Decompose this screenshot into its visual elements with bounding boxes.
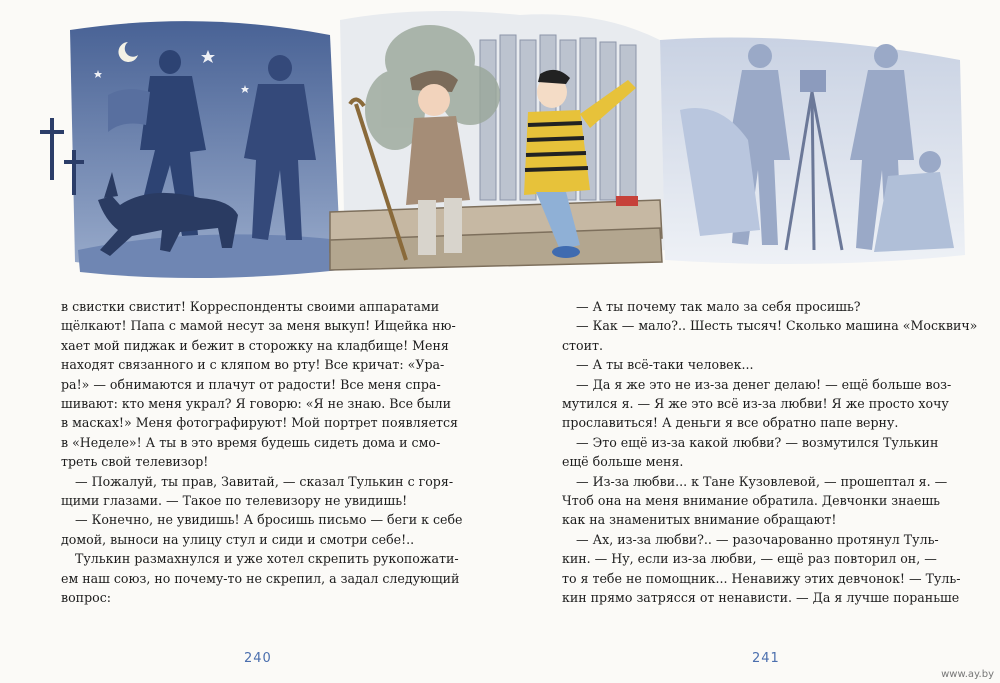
- left-page-text: [61, 297, 461, 608]
- text-line: шивают: кто меня украл? Я говорю: «Я не знаю. Все были: [61, 396, 452, 412]
- text-line: — Конечно, не увидишь! А бросишь письмо — беги к себе: [75, 512, 463, 528]
- boys-on-log-scene: [330, 11, 665, 270]
- text-line: треть свой телевизор!: [61, 454, 209, 470]
- text-line: щими глазами. — Такое по телевизору не увидишь!: [61, 493, 408, 509]
- right-page-text: [562, 297, 978, 608]
- text-line: стоит.: [562, 337, 603, 353]
- text-line: щёлкают! Папа с мамой несут за меня выкуп! Ищейка ню-: [61, 318, 456, 334]
- text-line: ра!» — обнимаются и плачут от радости! Все меня спра-: [61, 376, 441, 392]
- page-number-right: 241: [752, 651, 780, 666]
- header-illustration: [0, 0, 1000, 290]
- text-line: — Ах, из-за любви?.. — разочарованно протянул Туль-: [576, 531, 939, 547]
- text-line: — Да я же это не из-за денег делаю! — ещё больше воз-: [576, 376, 952, 392]
- text-line: — А ты всё-таки человек...: [576, 357, 754, 373]
- text-line: — Из-за любви... к Тане Кузовлевой, — прошептал я. —: [576, 473, 948, 489]
- text-line: мутился я. — Я же это всё из-за любви! Я же просто хочу: [562, 396, 949, 412]
- watermark: www.ay.by: [941, 669, 994, 680]
- page-number-left: 240: [244, 651, 272, 666]
- text-line: ещё больше меня.: [562, 454, 684, 470]
- text-line: в «Неделе»! А ты в это время будешь сидеть дома и смо-: [61, 434, 441, 450]
- text-line: домой, выноси на улицу стул и сиди и смотри себе!..: [61, 531, 415, 547]
- text-line: в масках!» Меня фотографируют! Мой портрет появляется: [61, 415, 459, 431]
- text-line: ем наш союз, но почему-то не скрепил, а задал следующий: [61, 570, 460, 586]
- log: [330, 200, 662, 270]
- text-line: Чтоб она на меня внимание обратила. Девчонки знаешь: [562, 493, 941, 509]
- text-line: находят связанного и с кляпом во рту! Все кричат: «Ура-: [61, 357, 445, 373]
- text-line: в свистки свистит! Корреспонденты своими аппаратами: [61, 299, 440, 314]
- text-line: — Как — мало?.. Шесть тысяч! Сколько машина «Москвич»: [576, 318, 978, 334]
- press-crowd-scene: [660, 38, 965, 265]
- text-line: вопрос:: [61, 590, 112, 606]
- text-line: кин. — Ну, если из-за любви, — ещё раз повторил он, —: [562, 551, 937, 567]
- night-chase-scene: [40, 21, 340, 278]
- text-line: кин прямо затрясся от ненависти. — Да я лучше пораньше: [562, 590, 960, 606]
- text-line: — Пожалуй, ты прав, Завитай, — сказал Тулькин с горя-: [75, 473, 454, 489]
- text-line: — Это ещё из-за какой любви? — возмутился Тулькин: [576, 434, 939, 450]
- text-line: Тулькин размахнулся и уже хотел скрепить рукопожати-: [75, 551, 459, 567]
- text-line: то я тебе не помощник... Ненавижу этих девчонок! — Туль-: [562, 570, 961, 586]
- text-line: хает мой пиджак и бежит в сторожку на кладбище! Меня: [61, 337, 449, 353]
- text-line: как на знаменитых внимание обращают!: [562, 512, 837, 528]
- text-line: прославиться! А деньги я все обратно папе верну.: [562, 415, 899, 431]
- text-line: — А ты почему так мало за себя просишь?: [576, 299, 861, 314]
